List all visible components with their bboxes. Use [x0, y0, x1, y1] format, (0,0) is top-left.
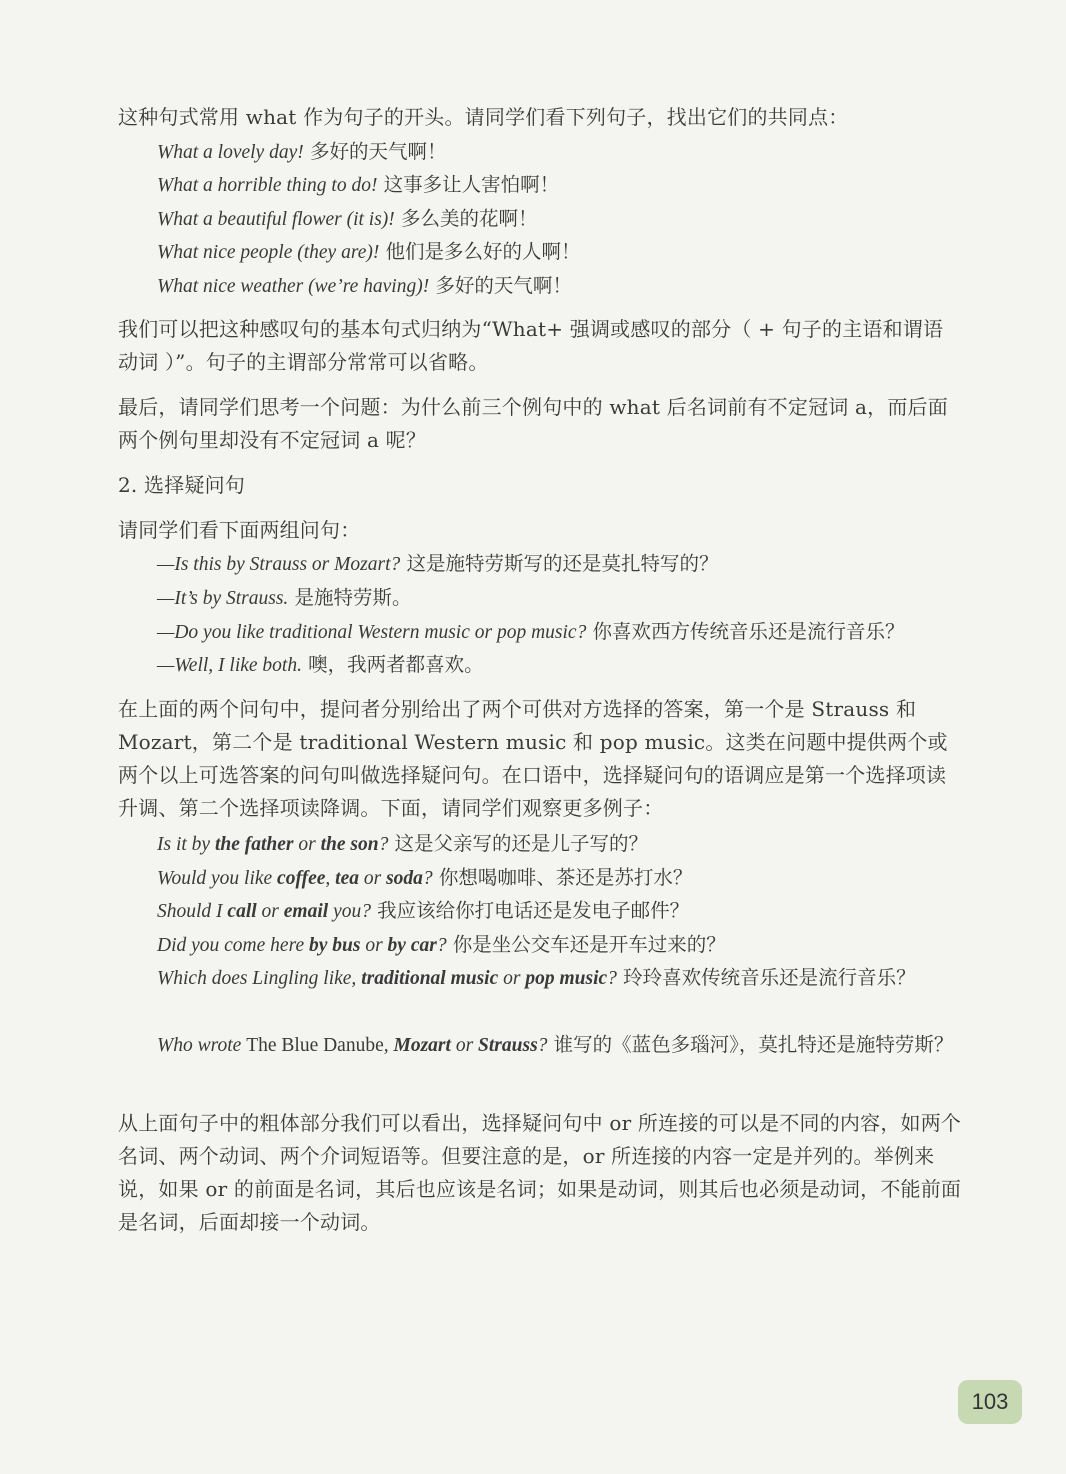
example-en: What nice people (they are)!: [157, 242, 380, 263]
option-bold: coffee: [277, 868, 326, 889]
example-zh: 玲玲喜欢传统音乐还是流行音乐？: [616, 966, 916, 989]
intro-paragraph: 这种句式常用 what 作为句子的开头。请同学们看下列句子，找出它们的共同点：: [118, 105, 849, 129]
dialogue-zh: 这是施特劳斯写的还是莫扎特写的？: [400, 552, 719, 575]
example-zh: 你想喝咖啡、茶还是苏打水？: [432, 866, 693, 889]
exclamation-example: [157, 202, 963, 236]
choice-example: [157, 961, 963, 995]
example-text: ,: [325, 868, 336, 889]
option-bold: by bus: [308, 935, 361, 956]
example-zh: 他们是多么好的人啊！: [379, 240, 581, 263]
example-en: What a horrible thing to do!: [157, 175, 378, 196]
choice-example: [157, 894, 963, 928]
option-bold: traditional music: [361, 968, 499, 989]
example-text: or: [498, 968, 526, 989]
example-text: Did you come here: [157, 935, 309, 956]
example-text: ?: [422, 868, 433, 889]
example-text: you?: [328, 901, 371, 922]
example-text: Is it by: [157, 834, 215, 855]
choice-example: [157, 1028, 963, 1062]
choice-example: [157, 861, 963, 895]
exclamation-example: [157, 235, 963, 269]
option-bold: Mozart: [393, 1035, 451, 1056]
question-paragraph: 最后，请同学们思考一个问题：为什么前三个例句中的 what 后名词前有不定冠词 a，而后面两个例句里却没有不定冠词 a 呢？: [118, 395, 948, 452]
example-text: Would you like: [157, 868, 278, 889]
example-text: or: [256, 901, 284, 922]
example-zh: 谁写的《蓝色多瑙河》，莫扎特还是施特劳斯？: [547, 1033, 954, 1056]
choice-example: [157, 827, 963, 861]
dialogue-zh: 是施特劳斯。: [288, 586, 412, 609]
choice-example: [157, 928, 963, 962]
dialogue-en: —It’s by Strauss.: [157, 588, 289, 609]
example-text: ?: [378, 834, 389, 855]
example-text: Who wrote: [157, 1035, 247, 1056]
example-zh: 这是父亲写的还是儿子写的？: [388, 832, 649, 855]
example-zh: 这事多让人害怕啊！: [377, 173, 560, 196]
example-text: ?: [436, 935, 447, 956]
example-zh: 多好的天气啊！: [429, 274, 572, 297]
option-bold: tea: [335, 868, 359, 889]
example-text: or: [293, 834, 321, 855]
pattern-paragraph: 我们可以把这种感叹句的基本句式归纳为“What+ 强调或感叹的部分（ + 句子的主语和谓语动词 ）”。句子的主谓部分常常可以省略。: [118, 317, 944, 374]
example-en: What nice weather (we’re having)!: [157, 276, 430, 297]
example-en: What a beautiful flower (it is)!: [157, 209, 395, 230]
example-text: Should I: [157, 901, 228, 922]
conclusion-paragraph: 从上面句子中的粗体部分我们可以看出，选择疑问句中 or 所连接的可以是不同的内容，如两个名词、两个动词、两个介词短语等。但要注意的是，or 所连接的内容一定是并列的。举例来说，如果 or 的前面是名词，其后也应该是名词；如果是动词，则其后也必须是动词，不能前面是名词，后面却接一个动词。: [118, 1111, 962, 1234]
example-text: or: [360, 935, 388, 956]
dialogue-line: [157, 648, 963, 682]
example-text: ,: [383, 1035, 394, 1056]
dialogue-zh: 你喜欢西方传统音乐还是流行音乐？: [586, 620, 905, 643]
example-text: ?: [537, 1035, 548, 1056]
example-en: What a lovely day!: [157, 142, 304, 163]
dialogue-zh: 噢，我两者都喜欢。: [301, 653, 484, 676]
exclamation-example: [157, 135, 963, 169]
example-text: or: [450, 1035, 479, 1056]
dialogue-line: [157, 581, 963, 615]
option-bold: the father: [214, 834, 294, 855]
example-text: ?: [607, 968, 617, 989]
work-title: The Blue Danube: [246, 1035, 384, 1056]
section-heading: 2. 选择疑问句: [118, 473, 246, 497]
dialogue-en: —Is this by Strauss or Mozart?: [157, 554, 401, 575]
option-bold: email: [283, 901, 329, 922]
option-bold: by car: [387, 935, 437, 956]
example-zh: 多么美的花啊！: [394, 207, 538, 230]
dialogue-line: [157, 615, 963, 649]
dialogue-en: —Well, I like both.: [157, 655, 302, 676]
example-zh: 你是坐公交车还是开车过来的？: [446, 933, 726, 956]
exclamation-example: [157, 168, 963, 202]
exclamation-example: [157, 269, 963, 303]
page-number: 103: [958, 1380, 1022, 1424]
dialogue-line: [157, 547, 963, 581]
option-bold: call: [227, 901, 257, 922]
explanation-paragraph: 在上面的两个问句中，提问者分别给出了两个可供对方选择的答案，第一个是 Strauss 和 Mozart，第二个是 traditional Western music 和 pop music。这类在问题中提供两个或两个以上可选答案的问句叫做选择疑问句。在口语中，选择疑问句的语调应是第一个选择项读升调、第二个选择项读降调。下面，请同学们观察更多例子：: [118, 697, 948, 820]
example-text: or: [358, 868, 387, 889]
example-zh: 我应该给你打电话还是发电子邮件？: [370, 899, 690, 922]
option-bold: the son: [320, 834, 379, 855]
option-bold: soda: [386, 868, 423, 889]
look-paragraph: 请同学们看下面两组问句：: [118, 518, 361, 542]
example-text: Which does Lingling like,: [157, 968, 362, 989]
option-bold: Strauss: [478, 1035, 538, 1056]
option-bold: pop music: [525, 968, 608, 989]
example-zh: 多好的天气啊！: [303, 140, 447, 163]
dialogue-en: —Do you like traditional Western music or pop music?: [157, 622, 587, 643]
